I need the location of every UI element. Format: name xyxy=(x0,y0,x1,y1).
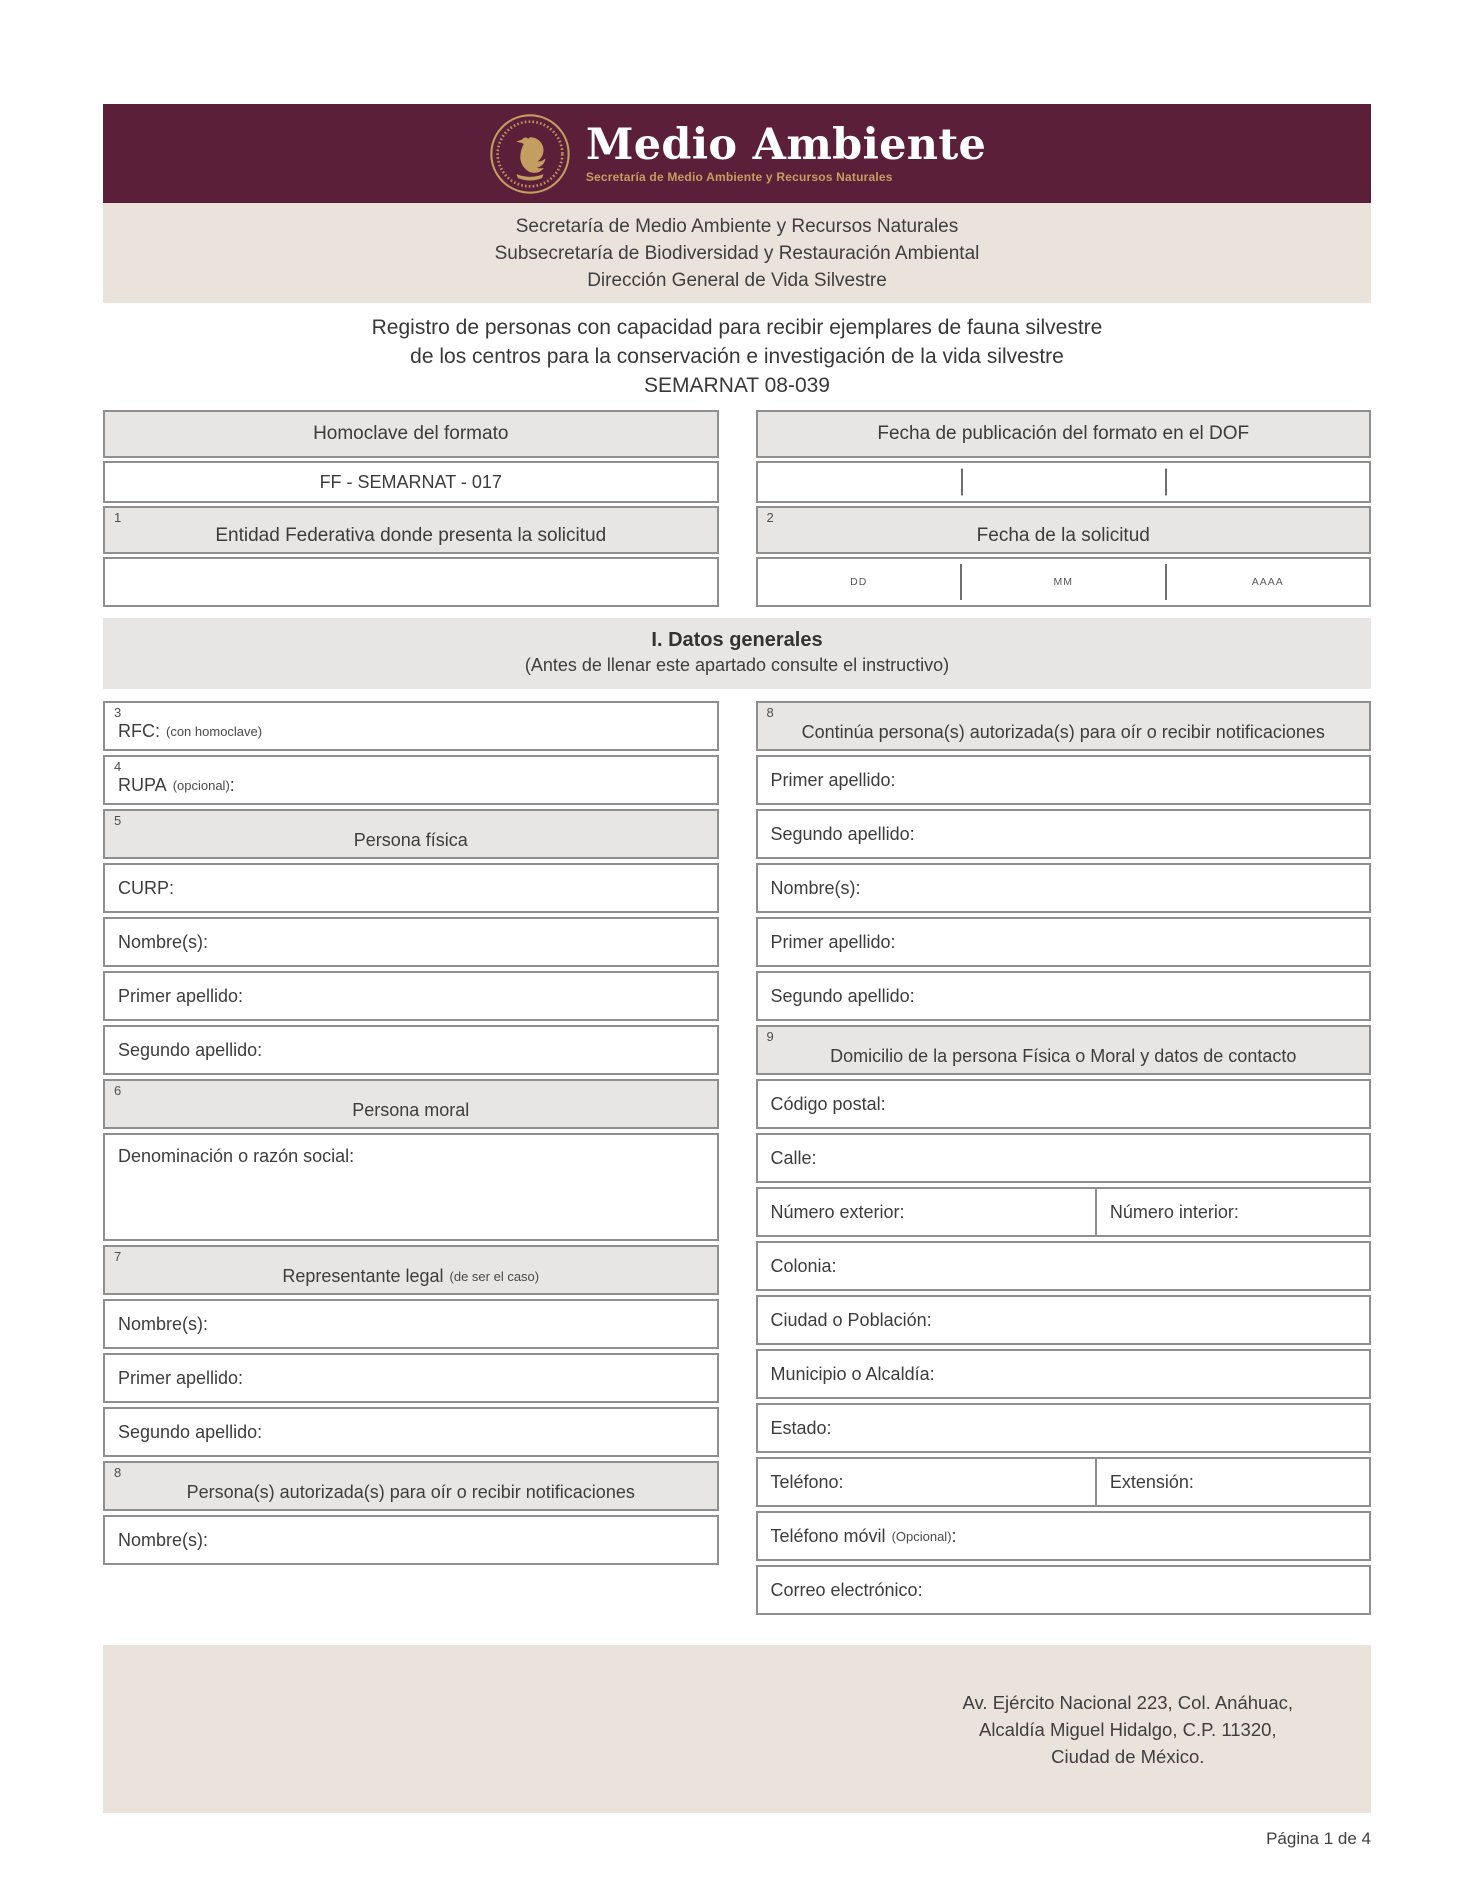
field-note: (con homoclave) xyxy=(166,723,263,739)
section-header-label: Persona física xyxy=(353,829,468,850)
field-number: 8 xyxy=(114,1465,122,1480)
fecha-solicitud-label: Fecha de la solicitud xyxy=(976,525,1150,546)
field-extension[interactable] xyxy=(1097,1459,1369,1505)
field-segundo-apellido-autorizado-2[interactable] xyxy=(756,971,1372,1021)
date-part-mm[interactable]: MM xyxy=(1053,576,1073,588)
field-segundo-apellido-autorizado-1[interactable] xyxy=(756,809,1372,859)
document-title xyxy=(103,303,1371,400)
date-separator xyxy=(1165,469,1167,496)
homoclave-value-text: FF - SEMARNAT - 017 xyxy=(319,471,502,492)
dof-date-input-cell[interactable] xyxy=(756,461,1372,503)
entidad-federativa-header xyxy=(103,506,719,554)
agency-line-3: Dirección General de Vida Silvestre xyxy=(587,269,887,291)
field-rfc[interactable] xyxy=(103,701,719,751)
field-label: Primer apellido: xyxy=(118,985,244,1006)
field-rupa[interactable] xyxy=(103,755,719,805)
section-header-label: Representante legal xyxy=(282,1265,444,1286)
homoclave-value xyxy=(103,461,719,503)
field-numero-interior[interactable] xyxy=(1097,1189,1369,1235)
field-label: : xyxy=(951,1525,957,1546)
field-colonia[interactable] xyxy=(756,1241,1372,1291)
field-telefono-movil[interactable] xyxy=(756,1511,1372,1561)
section-datos-generales-header xyxy=(103,618,1371,689)
field-label: Teléfono móvil xyxy=(770,1525,886,1546)
date-part-aaaa[interactable]: AAAA xyxy=(1251,576,1284,588)
date-part-dd[interactable]: DD xyxy=(850,576,868,588)
field-municipio-alcaldia[interactable] xyxy=(756,1349,1372,1399)
left-column xyxy=(103,701,719,1569)
address-line-1: Av. Ejército Nacional 223, Col. Anáhuac, xyxy=(962,1691,1293,1713)
field-calle[interactable] xyxy=(756,1133,1372,1183)
field-label: Nombre(s): xyxy=(118,1529,209,1550)
field-label: Número exterior: xyxy=(770,1201,905,1222)
homoclave-box xyxy=(103,410,719,610)
footer-address xyxy=(963,1689,1371,1770)
section-header-persona-fisica xyxy=(103,809,719,859)
field-nombres-persona-fisica[interactable] xyxy=(103,917,719,967)
page-number: Página 1 de 4 xyxy=(1266,1829,1371,1848)
section-header-note: (de ser el caso) xyxy=(449,1268,540,1284)
section-header-persona-moral xyxy=(103,1079,719,1129)
section-header-label: Continúa persona(s) autorizada(s) para oír o recibir notificaciones xyxy=(801,721,1325,742)
address-line-2: Alcaldía Miguel Hidalgo, C.P. 11320, xyxy=(978,1718,1277,1740)
field-label: Primer apellido: xyxy=(770,769,896,790)
field-nombres-representante[interactable] xyxy=(103,1299,719,1349)
agency-line-2: Subsecretaría de Biodiversidad y Restauración Ambiental xyxy=(494,242,980,264)
field-segundo-apellido-persona-fisica[interactable] xyxy=(103,1025,719,1075)
field-segundo-apellido-representante[interactable] xyxy=(103,1407,719,1457)
field-label: : xyxy=(229,774,235,795)
logo-text xyxy=(585,120,987,184)
field-correo-electronico[interactable] xyxy=(756,1565,1372,1615)
field-label: Calle: xyxy=(770,1147,817,1168)
field-label: Ciudad o Población: xyxy=(770,1309,932,1330)
section-header-label: Persona moral xyxy=(352,1099,470,1120)
field-label: Estado: xyxy=(770,1417,832,1438)
field-primer-apellido-persona-fisica[interactable] xyxy=(103,971,719,1021)
field-codigo-postal[interactable] xyxy=(756,1079,1372,1129)
field-label: Primer apellido: xyxy=(770,931,896,952)
field-label: RFC: xyxy=(118,720,160,741)
field-number: 6 xyxy=(114,1083,122,1098)
section-header-continua-autorizadas xyxy=(756,701,1372,751)
title-line-1: Registro de personas con capacidad para recibir ejemplares de fauna silvestre xyxy=(371,316,1103,339)
fecha-box xyxy=(756,410,1372,610)
field-number: 4 xyxy=(114,759,122,774)
field-label: Segundo apellido: xyxy=(770,823,915,844)
section-header-label: Domicilio de la persona Física o Moral y datos de contacto xyxy=(830,1045,1297,1066)
form-content xyxy=(103,104,1371,1849)
date-separator xyxy=(961,469,963,496)
field-label: CURP: xyxy=(118,877,175,898)
field-number: 5 xyxy=(114,813,122,828)
field-label: Nombre(s): xyxy=(770,877,861,898)
form-code: SEMARNAT 08-039 xyxy=(644,374,830,397)
logo-tagline: Secretaría de Medio Ambiente y Recursos Naturales xyxy=(585,170,893,184)
section-header-representante-legal xyxy=(103,1245,719,1295)
dof-header xyxy=(756,410,1372,458)
field-number: 7 xyxy=(114,1249,122,1264)
field-telefono-extension xyxy=(756,1457,1372,1507)
field-label: RUPA xyxy=(118,774,167,795)
entidad-federativa-label: Entidad Federativa donde presenta la solicitud xyxy=(215,525,607,546)
agency-band xyxy=(103,203,1371,303)
field-label: Extensión: xyxy=(1109,1471,1194,1492)
header-band xyxy=(103,104,1371,203)
field-primer-apellido-autorizado-1[interactable] xyxy=(756,755,1372,805)
field-estado[interactable] xyxy=(756,1403,1372,1453)
footer-address-band xyxy=(103,1645,1371,1813)
field-number: 9 xyxy=(766,1029,774,1044)
entidad-federativa-input-cell[interactable] xyxy=(103,557,719,607)
field-telefono[interactable] xyxy=(758,1459,1097,1505)
field-label: Colonia: xyxy=(770,1255,837,1276)
field-label: Nombre(s): xyxy=(118,931,209,952)
field-label: Segundo apellido: xyxy=(118,1039,263,1060)
field-number: 3 xyxy=(114,705,122,720)
field-label: Teléfono: xyxy=(770,1471,844,1492)
field-curp[interactable] xyxy=(103,863,719,913)
field-label: Denominación o razón social: xyxy=(118,1146,355,1166)
homoclave-header xyxy=(103,410,719,458)
field-numero-exterior-interior xyxy=(756,1187,1372,1237)
agency-line-1: Secretaría de Medio Ambiente y Recursos Naturales xyxy=(515,215,959,237)
field-number: 2 xyxy=(766,510,774,525)
field-ciudad-poblacion[interactable] xyxy=(756,1295,1372,1345)
datos-generales-grid xyxy=(103,701,1371,1619)
semarnat-logo xyxy=(488,112,986,196)
field-label: Segundo apellido: xyxy=(118,1421,263,1442)
top-boxes xyxy=(103,410,1371,610)
field-label: Número interior: xyxy=(1109,1201,1239,1222)
logo-wordmark: Medio Ambiente xyxy=(585,120,987,170)
field-label: Primer apellido: xyxy=(118,1367,244,1388)
field-label: Código postal: xyxy=(770,1093,886,1114)
homoclave-header-label: Homoclave del formato xyxy=(313,423,509,444)
field-label: Correo electrónico: xyxy=(770,1579,923,1600)
field-note: (opcional) xyxy=(172,777,230,793)
field-note: (Opcional) xyxy=(891,1528,952,1544)
field-numero-exterior[interactable] xyxy=(758,1189,1097,1235)
field-denominacion-razon-social[interactable] xyxy=(103,1133,719,1241)
section-header-label: Persona(s) autorizada(s) para oír o recibir notificaciones xyxy=(186,1481,635,1502)
address-line-3: Ciudad de México. xyxy=(1051,1745,1205,1767)
section-header-domicilio xyxy=(756,1025,1372,1075)
right-column xyxy=(756,701,1372,1619)
field-label: Nombre(s): xyxy=(118,1313,209,1334)
fecha-solicitud-input-cell[interactable] xyxy=(756,557,1372,607)
field-label: Segundo apellido: xyxy=(770,985,915,1006)
field-number: 8 xyxy=(766,705,774,720)
title-line-2: de los centros para la conservación e investigación de la vida silvestre xyxy=(410,345,1064,368)
field-primer-apellido-autorizado-2[interactable] xyxy=(756,917,1372,967)
dof-header-label: Fecha de publicación del formato en el DOF xyxy=(877,423,1250,444)
field-nombres-autorizado[interactable] xyxy=(103,1515,719,1565)
section-title: I. Datos generales xyxy=(651,629,823,651)
section-subtitle: (Antes de llenar este apartado consulte el instructivo) xyxy=(524,655,950,675)
mexican-coat-of-arms-seal-icon xyxy=(488,112,572,196)
fecha-solicitud-header xyxy=(756,506,1372,554)
field-nombres-autorizado-2[interactable] xyxy=(756,863,1372,913)
field-number: 1 xyxy=(114,510,122,525)
field-primer-apellido-representante[interactable] xyxy=(103,1353,719,1403)
field-label: Municipio o Alcaldía: xyxy=(770,1363,935,1384)
section-header-personas-autorizadas xyxy=(103,1461,719,1511)
